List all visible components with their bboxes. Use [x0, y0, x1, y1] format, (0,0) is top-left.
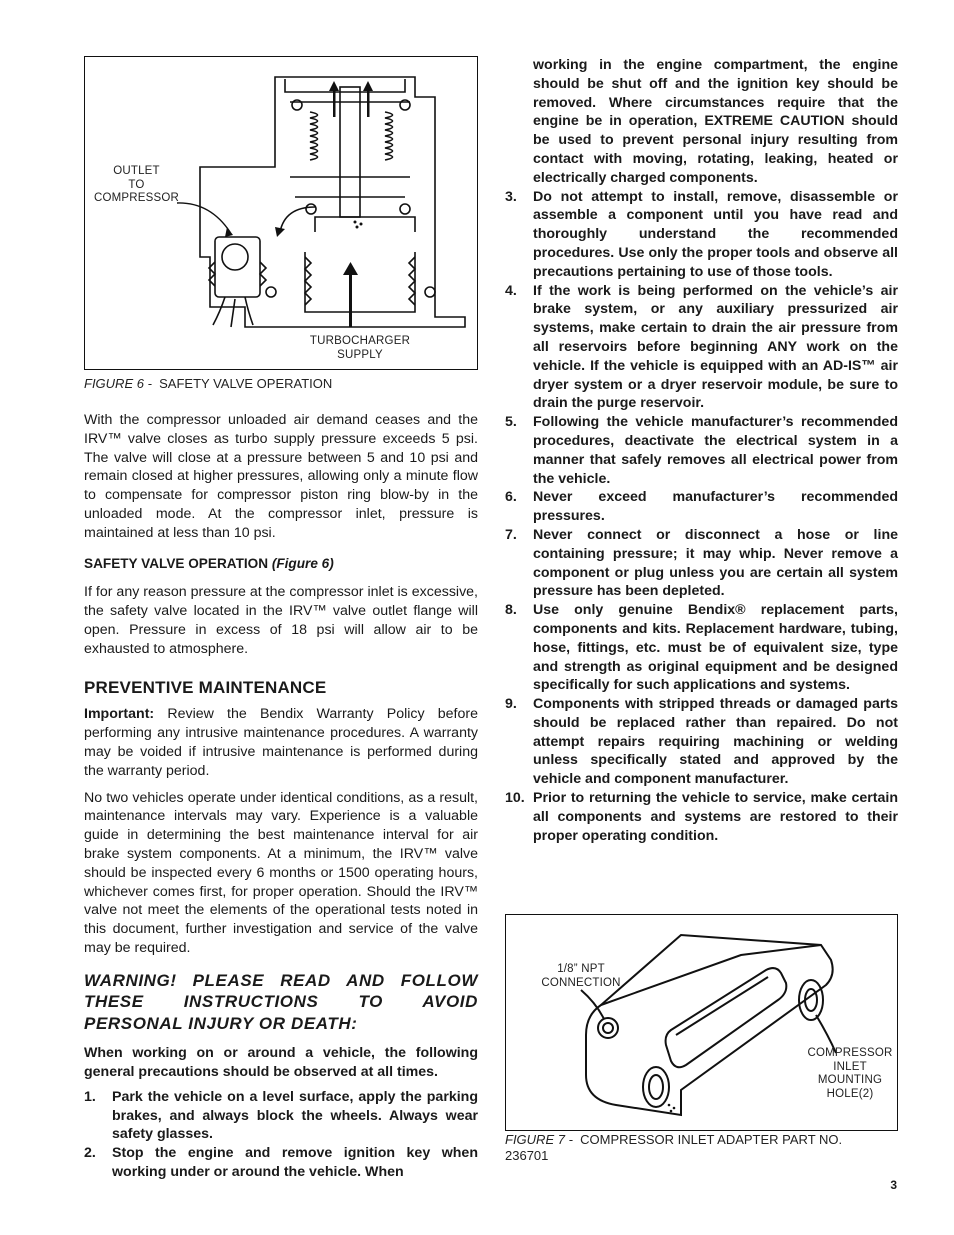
- precaution-number: 9.: [505, 696, 517, 713]
- precaution-number: 4.: [505, 282, 517, 299]
- safety-valve-diagram: [85, 57, 477, 369]
- precaution-item-8: [505, 601, 898, 695]
- precaution-text: Use only genuine Bendix® replacement parts, components and kits. Replacement hardware, tubing, hose, fittings, etc. must be of equivalent size, type and strength as original equipment and be designed specifically for such applications and systems.: [533, 602, 898, 694]
- precaution-text: Do not attempt to install, remove, disassemble or assemble a component until you have read and thoroughly understand the recommended procedures. Use only the proper tools and observe all precautions pertaining to use of those tools.: [533, 188, 898, 280]
- irv-closing-paragraph: With the compressor unloaded air demand ceases and the IRV™ valve closes as turbo supply pressure exceeds 5 psi. The valve will close at a pressure between 5 and 10 psi and remain closed at higher pressures, allowing only a minute flow to compensate for compressor piston ring blow-by in the unloaded mode. At the compressor inlet, pressure is maintained at less than 10 psi.: [84, 412, 478, 541]
- precaution-item-9: [505, 695, 898, 789]
- figure-6-caption-text: SAFETY VALVE OPERATION: [159, 376, 333, 391]
- safety-valve-heading-text: SAFETY VALVE OPERATION: [84, 555, 269, 571]
- figure-7-caption-prefix: FIGURE 7 -: [505, 1132, 573, 1147]
- precaution-item-5: [505, 413, 898, 488]
- maintenance-interval-paragraph: No two vehicles operate under identical conditions, as a result, maintenance intervals may vary. Experience is a valuable guide in determining the best maintenance interval for air brake system components. At a minimum, the IRV™ valve should be inspected every 6 months or 1500 operating hours, whichever comes first, for proper operation. Should the IRV™ valve not meet the elements of the operational tests noted in this document, further investigation and service of the valve may be required.: [84, 789, 478, 956]
- precaution-item-1: [84, 1088, 478, 1144]
- precaution-text: working in the engine compartment, the engine should be shut off and the ignition key should be removed. Where circumstances require that the engine be in operation, EXTREME CAUTION should be used to prevent personal injury resulting from contact with moving, rotating, leaking, heated or electrically charged components.: [533, 57, 898, 186]
- npt-connection-label: 1/8” NPT CONNECTION: [541, 963, 621, 989]
- precaution-number: 2.: [84, 1145, 96, 1162]
- right-column-text: [505, 56, 898, 845]
- precaution-number: 5.: [505, 414, 517, 431]
- precaution-number: 8.: [505, 602, 517, 619]
- precaution-number: 1.: [84, 1088, 96, 1105]
- left-column-text: [84, 411, 478, 1182]
- figure-6-caption: [84, 376, 478, 392]
- precaution-text: Never exceed manufacturer’s recommended pressures.: [533, 489, 898, 525]
- safety-valve-heading-ref: (Figure 6): [271, 555, 334, 571]
- important-paragraph: [84, 705, 478, 780]
- precaution-text: Never connect or disconnect a hose or line containing pressure; it may whip. Never remove a component or plug unless you are certain all system pressure has been depleted.: [533, 526, 898, 600]
- precaution-item-2-start: [84, 1144, 478, 1182]
- precaution-number: 3.: [505, 188, 517, 205]
- precautions-list-left: [84, 1088, 478, 1182]
- figure-6-caption-prefix: FIGURE 6 -: [84, 376, 152, 391]
- important-label: Important:: [84, 706, 155, 723]
- precaution-text: Stop the engine and remove ignition key when working under or around the vehicle. When: [112, 1145, 478, 1180]
- precaution-item-3: [505, 188, 898, 282]
- safety-valve-heading: [84, 555, 478, 574]
- precaution-number: 6.: [505, 489, 517, 506]
- figure-7-box: [505, 914, 898, 1131]
- precaution-item-6: [505, 488, 898, 526]
- compressor-inlet-hole-label: COMPRESSOR INLET MOUNTING HOLE(2): [807, 1047, 893, 1100]
- precaution-item-10: [505, 789, 898, 845]
- important-text: Review the Bendix Warranty Policy before performing any intrusive maintenance procedures. A warranty may be voided if intrusive maintenance is performed during the warranty period.: [84, 706, 478, 779]
- figure-7-caption-text: COMPRESSOR INLET ADAPTER PART NO. 236701: [505, 1132, 843, 1163]
- precaution-text: Following the vehicle manufacturer’s recommended procedures, deactivate the electrical system in a manner that safely removes all electrical power from the vehicle.: [533, 414, 898, 487]
- precaution-item-7: [505, 526, 898, 601]
- warning-heading: WARNING! PLEASE READ AND FOLLOW THESE INSTRUCTIONS TO AVOID PERSONAL INJURY OR DEATH:: [84, 970, 478, 1033]
- precaution-text: Components with stripped threads or damaged parts should be replaced rather than repaired. Do not attempt repairs requiring machining or welding unless specifically stated and approved by the vehicle and component manufacturer.: [533, 696, 898, 788]
- precaution-item-4: [505, 282, 898, 414]
- preventive-maintenance-heading: PREVENTIVE MAINTENANCE: [84, 677, 327, 697]
- page-number: 3: [890, 1178, 897, 1192]
- outlet-to-compressor-label: OUTLET TO COMPRESSOR: [93, 165, 180, 204]
- precaution-number: 10.: [505, 790, 525, 807]
- figure-6-box: [84, 56, 478, 370]
- precaution-number: 7.: [505, 526, 517, 543]
- precaution-text: Prior to returning the vehicle to service, make certain all components and systems are restored to their proper operating condition.: [533, 790, 898, 844]
- precaution-text: Park the vehicle on a level surface, apply the parking brakes, and always block the wheels. Always wear safety glasses.: [112, 1088, 478, 1143]
- precaution-item-2-continued: [505, 56, 898, 188]
- precautions-list-right: [505, 56, 898, 845]
- precautions-intro: When working on or around a vehicle, the following general precautions should be observed at all times.: [84, 1045, 478, 1081]
- figure-7-caption: [505, 1132, 885, 1164]
- turbocharger-supply-label: TURBOCHARGER SUPPLY: [309, 335, 411, 361]
- precaution-text: If the work is being performed on the vehicle’s air brake system, or any auxiliary pressurized air systems, make certain to drain the air pressure from all reservoirs before beginning ANY work on the vehicle. If the vehicle is equipped with an AD-IS™ air dryer system or a dryer reservoir module, be sure to drain the purge reservoir.: [533, 282, 898, 412]
- safety-valve-paragraph: If for any reason pressure at the compressor inlet is excessive, the safety valve located in the IRV™ valve outlet flange will open. Pressure in excess of 18 psi will allow air to be exhausted to atmosphere.: [84, 584, 478, 657]
